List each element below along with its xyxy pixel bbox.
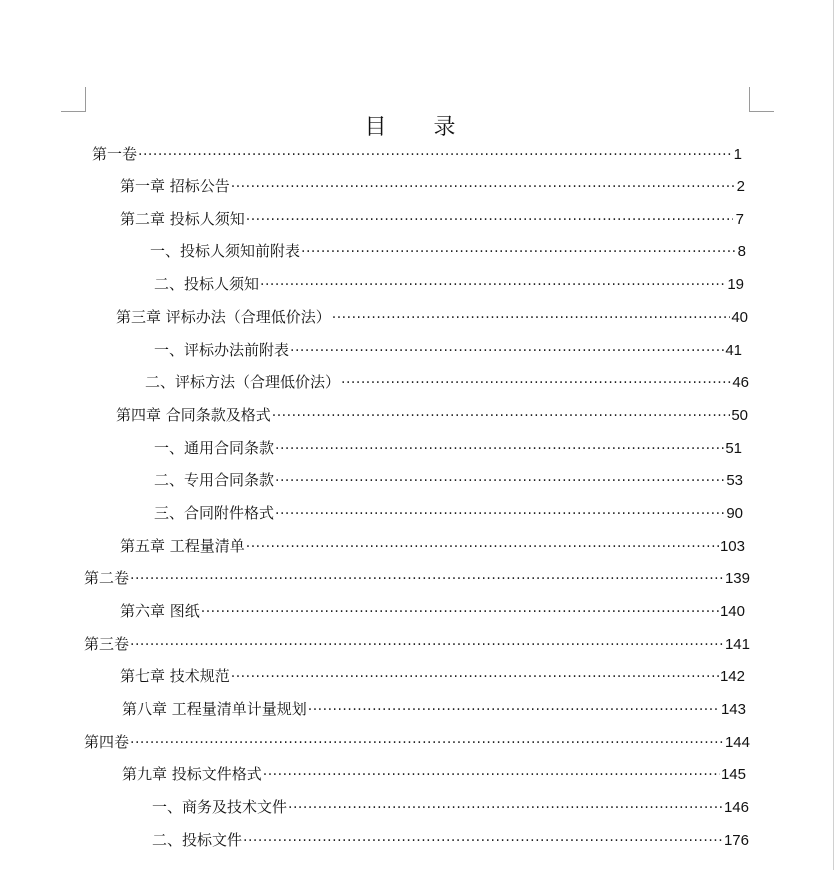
toc-entry[interactable] [84,633,750,655]
toc-page-number: 40 [731,309,748,326]
toc-page-number: 103 [719,538,745,555]
toc-entry-label: 一、评标办法前附表 [154,341,290,359]
toc-leader-dots [272,405,731,427]
toc-page-number: 143 [720,701,746,718]
toc-page-number: 53 [726,472,743,489]
toc-leader-dots [263,764,720,786]
toc-leader-dots [201,601,719,623]
toc-entry-label: 第二卷 [84,569,130,587]
toc-page-number: 142 [719,668,745,685]
toc-page-number: 1 [733,146,742,163]
toc-entry-label: 第一章 招标公告 [120,177,230,195]
toc-page-number: 146 [723,799,749,816]
toc-entry-label: 第三章 评标办法（合理低价法） [116,308,331,326]
toc-entry[interactable] [122,698,746,720]
toc-page-number: 46 [732,374,749,391]
toc-leader-dots [130,568,724,590]
page-edge [833,0,834,870]
toc-entry[interactable] [152,829,749,851]
toc-page-number: 19 [727,276,744,293]
toc-entry-label: 第六章 图纸 [120,602,200,620]
toc-entry-label: 二、投标文件 [152,831,243,849]
toc-entry-label: 第八章 工程量清单计量规划 [122,700,307,718]
toc-entry-label: 三、合同附件格式 [154,504,275,522]
toc-leader-dots [308,699,720,721]
toc-entry-label: 第一卷 [92,145,138,163]
toc-entry-label: 第四章 合同条款及格式 [116,406,271,424]
toc-entry-label: 一、通用合同条款 [154,439,275,457]
toc-entry-label: 二、专用合同条款 [154,471,275,489]
toc-entry-label: 一、投标人须知前附表 [150,242,301,260]
toc-entry[interactable] [154,469,743,491]
toc-entry[interactable] [154,437,742,459]
toc-page-number: 7 [735,211,744,228]
toc-entry[interactable] [116,306,748,328]
toc-entry[interactable] [154,502,743,524]
toc-entry[interactable] [150,240,746,262]
toc-entry-label: 二、投标人须知 [154,275,260,293]
toc-entry[interactable] [120,600,745,622]
toc-entry[interactable] [84,731,750,753]
toc-leader-dots [301,241,735,263]
toc-entry-label: 第三卷 [84,635,130,653]
toc-entry-label: 第九章 投标文件格式 [122,765,262,783]
toc-leader-dots [288,797,723,819]
toc-leader-dots [130,732,724,754]
toc-leader-dots [275,470,725,492]
toc-leader-dots [231,176,734,198]
margin-corner-mark-left [61,87,86,112]
toc-leader-dots [290,340,724,362]
toc-entry-label: 第七章 技术规范 [120,667,230,685]
toc-entry-label: 第二章 投标人须知 [120,210,245,228]
toc-entry[interactable] [116,404,748,426]
toc-entry[interactable] [120,665,745,687]
toc-leader-dots [275,503,725,525]
toc-leader-dots [341,372,731,394]
toc-page-number: 141 [724,636,750,653]
toc-leader-dots [275,438,724,460]
toc-leader-dots [130,634,724,656]
toc-entry[interactable] [154,339,742,361]
toc-page-number: 41 [725,342,742,359]
toc-title: 目 录 [364,115,476,140]
toc-page-number: 2 [736,178,745,195]
toc-page-number: 50 [731,407,748,424]
toc-leader-dots [231,666,719,688]
toc-leader-dots [243,830,723,852]
margin-corner-mark-right [749,87,774,112]
toc-page-number: 139 [724,570,750,587]
toc-page-number: 8 [737,243,746,260]
toc-entry[interactable] [120,175,745,197]
toc-entry[interactable] [92,143,742,165]
toc-entry-label: 第四卷 [84,733,130,751]
toc-entry-label: 第五章 工程量清单 [120,537,245,555]
toc-entry[interactable] [122,763,746,785]
toc-entry[interactable] [120,208,744,230]
toc-entry[interactable] [152,796,749,818]
toc-page-number: 140 [719,603,745,620]
toc-entry-label: 一、商务及技术文件 [152,798,288,816]
toc-entry[interactable] [84,567,750,589]
toc-entry-label: 二、评标方法（合理低价法） [145,373,341,391]
toc-entry[interactable] [145,371,749,393]
toc-leader-dots [138,144,731,166]
toc-leader-dots [246,536,719,558]
toc-page-number: 144 [724,734,750,751]
toc-entry[interactable] [154,273,744,295]
toc-page-number: 145 [720,766,746,783]
toc-page-number: 90 [726,505,743,522]
toc-leader-dots [260,274,726,296]
toc-page-number: 51 [725,440,742,457]
toc-leader-dots [332,307,731,329]
toc-page-number: 176 [723,832,749,849]
toc-leader-dots [246,209,733,231]
toc-entry[interactable] [120,535,745,557]
